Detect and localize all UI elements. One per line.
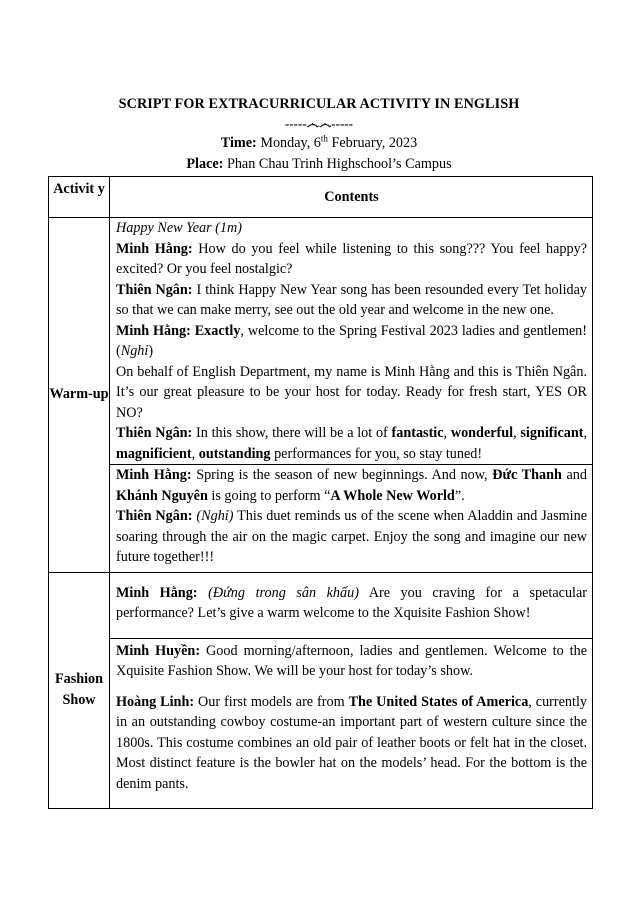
event-place	[0, 156, 638, 173]
activity-warmup: Warm-up	[49, 218, 110, 573]
table-row	[49, 218, 593, 465]
script-line: Minh Hằng: How do you feel while listening to this song??? You feel happy? excited? Or you feel nostalgic?	[116, 240, 587, 277]
time-value-post: February, 2023	[327, 135, 418, 151]
script-line: Minh Hằng: (Đứng trong sân khấu) Are you craving for a spetacular performance? Let’s give a warm welcome to the Xquisite Fashion Show!	[116, 584, 588, 621]
time-value-pre: Monday, 6	[256, 135, 321, 151]
fashion-intro-cell	[110, 572, 593, 638]
table-header-row	[49, 177, 593, 218]
script-line: Minh Huyền: Good morning/afternoon, ladies and gentlemen. Welcome to the Xquisite Fashion Show. We will be your host for today’s show.	[116, 642, 588, 679]
warmup-duet-cell	[110, 465, 593, 573]
warmup-intro-cell	[110, 218, 593, 465]
column-header-activity: Activit y	[49, 177, 110, 218]
script-line: Thiên Ngân: In this show, there will be a lot of fantastic, wonderful, significant, magnificient, outstanding performances for you, so stay tuned!	[116, 425, 588, 462]
column-header-contents: Contents	[110, 177, 593, 218]
script-line: Minh Hằng: Spring is the season of new beginnings. And now, Đức Thanh and Khánh Nguyên is going to perform “A Whole New World”.	[116, 467, 587, 504]
script-line: Thiên Ngân: (Nghỉ) This duet reminds us of the scene when Aladdin and Jasmine soaring through the air on the magic carpet. Enjoy the song and imagine our new future together!!!	[116, 508, 587, 565]
title-separator: -----෴෴-----	[285, 116, 353, 131]
table-row	[49, 465, 593, 573]
event-time	[0, 135, 638, 152]
place-value: Phan Chau Trinh Highschool’s Campus	[223, 156, 452, 172]
script-line: Minh Hằng: Exactly, welcome to the Spring Festival 2023 ladies and gentlemen! (Nghỉ)	[116, 322, 587, 359]
fashion-show-cell	[110, 638, 593, 809]
time-label: Time:	[220, 135, 257, 151]
table-row	[49, 572, 593, 638]
time-value-sup: th	[320, 133, 328, 144]
place-label: Place:	[186, 156, 224, 172]
script-line: Thiên Ngân: I think Happy New Year song has been resounded every Tet holiday so that we can make merry, see out the old year and welcome in the new one.	[116, 281, 588, 318]
table-row	[49, 638, 593, 809]
script-line: On behalf of English Department, my name is Minh Hằng and this is Thiên Ngân. It’s our great pleasure to be your host for today. Ready for fresh start, YES OR NO?	[116, 363, 587, 421]
script-table	[48, 176, 593, 809]
document-title: SCRIPT FOR EXTRACURRICULAR ACTIVITY IN ENGLISH	[118, 96, 520, 112]
script-line: Hoàng Linh: Our first models are from The United States of America, currently in an outstanding cowboy costume-an important part of western culture since the 1800s. This costume combines an old pair of leather boots or felt hat in the closet. Most distinct feature is the bowler hat on the models’ head. For the bottom is the denim pants.	[116, 693, 587, 792]
activity-fashion-show: Fashion Show	[49, 572, 110, 809]
song-title: Happy New Year (1m)	[116, 220, 242, 236]
